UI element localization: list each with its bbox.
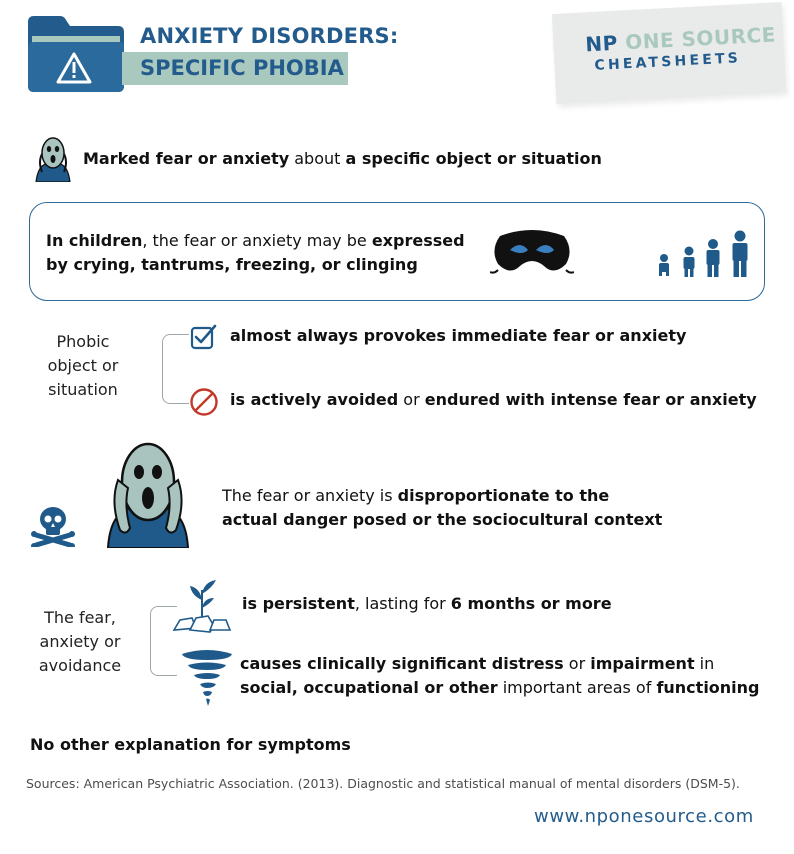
children-text-line2: by crying, tantrums, freezing, or clinging [46, 255, 418, 274]
fear-item-2-line1: causes clinically significant distress or impairment in [240, 654, 715, 673]
phobic-bracket [162, 334, 189, 404]
fear-label: The fear, anxiety or avoidance [38, 608, 122, 675]
tornado-icon [180, 648, 234, 706]
page-title-line2: SPECIFIC PHOBIA [140, 56, 344, 80]
sprout-rocks-icon [170, 576, 234, 634]
checkbox-icon [190, 323, 218, 351]
phobic-item-1: almost always provokes immediate fear or anxiety [230, 326, 687, 345]
children-text-line1: In children, the fear or anxiety may be expressed [46, 231, 465, 250]
warning-folder-icon [26, 14, 126, 94]
skull-crossbones-icon [30, 505, 76, 547]
disproportion-line2: actual danger posed or the sociocultural context [222, 510, 663, 529]
criterion-a-text: Marked fear or anxiety about a specific object or situation [83, 149, 602, 168]
scream-face-icon [34, 136, 72, 182]
website-link[interactable]: www.nponesource.com [534, 806, 754, 827]
disproportion-line1: The fear or anxiety is disproportionate to the [222, 486, 610, 505]
scream-figure-icon [104, 440, 192, 548]
mask-icon [490, 226, 574, 278]
brand-name: NP ONE SOURCE [584, 22, 777, 57]
no-entry-icon [189, 387, 219, 417]
no-other-explanation: No other explanation for symptoms [30, 735, 351, 754]
phobic-label: Phobic object or situation [47, 332, 119, 399]
page-title-line2-banner [122, 52, 348, 85]
phobic-item-2: is actively avoided or endured with intense fear or anxiety [230, 390, 757, 409]
source-citation: Sources: American Psychiatric Association. (2013). Diagnostic and statistical manual of mental disorders (DSM-5). [26, 776, 740, 791]
family-icon [654, 230, 754, 278]
fear-item-1: is persistent, lasting for 6 months or more [242, 594, 612, 613]
brand-badge [552, 2, 786, 104]
fear-item-2-line2: social, occupational or other important areas of functioning [240, 678, 760, 697]
page-title-line1: ANXIETY DISORDERS: [140, 24, 399, 48]
brand-subtitle: CHEATSHEETS [594, 50, 742, 74]
